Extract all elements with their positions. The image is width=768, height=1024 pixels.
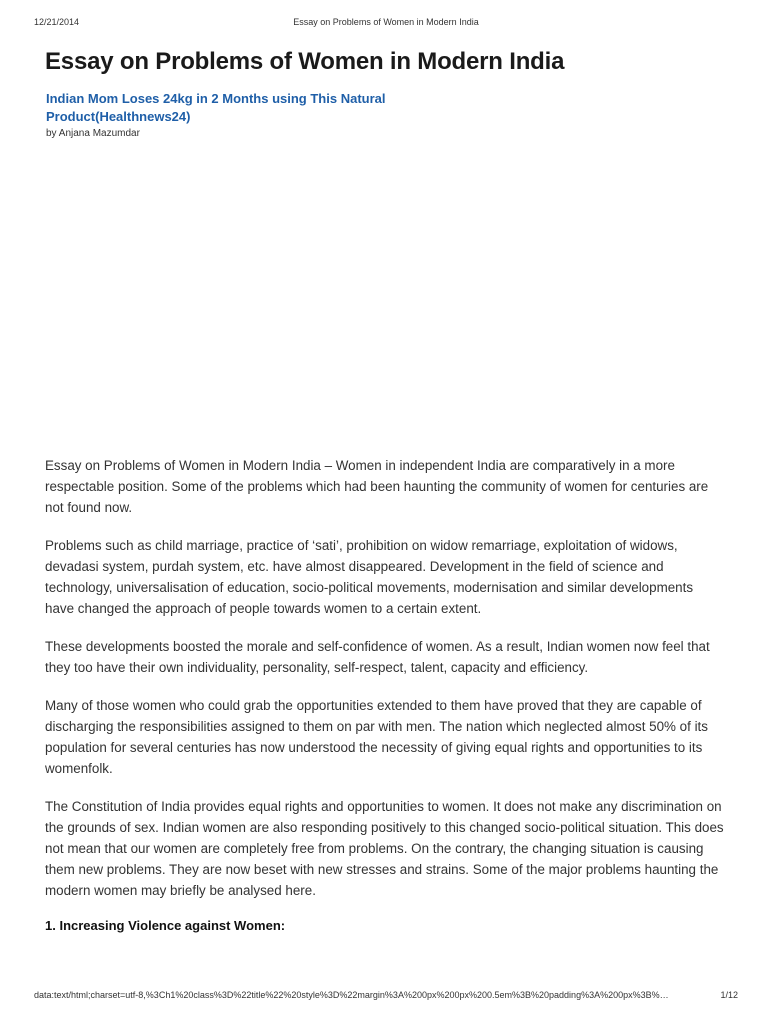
print-header [34,17,738,31]
page-title: Essay on Problems of Women in Modern India [45,48,565,75]
ad-placeholder [45,148,725,438]
page-number: 1/12 [720,990,738,1000]
article-paragraph: Problems such as child marriage, practice of ‘sati’, prohibition on widow remarriage, exploitation of widows, devadasi system, purdah system, etc. have almost disappeared. Development in the field of science and technology, universalisation of education, socio-political movements, modernisation and similar developments have changed the approach of people towards women to a certain extent. [45,538,694,616]
print-date: 12/21/2014 [34,17,80,27]
sponsored-ad-link[interactable]: Indian Mom Loses 24kg in 2 Months using This Natural Product(Healthnews24) [46,91,386,124]
section-heading: 1. Increasing Violence against Women: [45,918,286,933]
article-paragraph: Many of those women who could grab the opportunities extended to them have proved that they are capable of discharging the responsibilities assigned to them on par with men. The nation which neglected almost 50% of its population for several centuries has now understood the necessity of giving equal rights and opportunities to its womenfolk. [45,698,708,776]
article-body [45,455,725,933]
article-paragraph: Essay on Problems of Women in Modern India – Women in independent India are comparatively in a more respectable position. Some of the problems which had been haunting the community of women for centuries are not found now. [45,458,709,515]
article-paragraph: These developments boosted the morale and self-confidence of women. As a result, Indian women now feel that they too have their own individuality, personality, self-respect, talent, capacity and efficiency. [45,639,710,675]
print-source-url: data:text/html;charset=utf-8,%3Ch1%20class%3D%22title%22%20style%3D%22margin%3A%200px%200px%200.5em%3B%20padding%3A%200px%3B%… [34,990,669,1000]
article-paragraph: The Constitution of India provides equal rights and opportunities to women. It does not make any discrimination on the grounds of sex. Indian women are also responding positively to this changed socio-political situation. This does not mean that our women are completely free from problems. On the contrary, the changing situation is causing them new problems. They are now beset with new stresses and strains. Some of the major problems haunting the modern women may briefly be analysed here. [45,799,724,898]
print-doc-title: Essay on Problems of Women in Modern India [293,17,479,27]
print-footer [34,990,738,1004]
byline: by Anjana Mazumdar [46,128,140,139]
